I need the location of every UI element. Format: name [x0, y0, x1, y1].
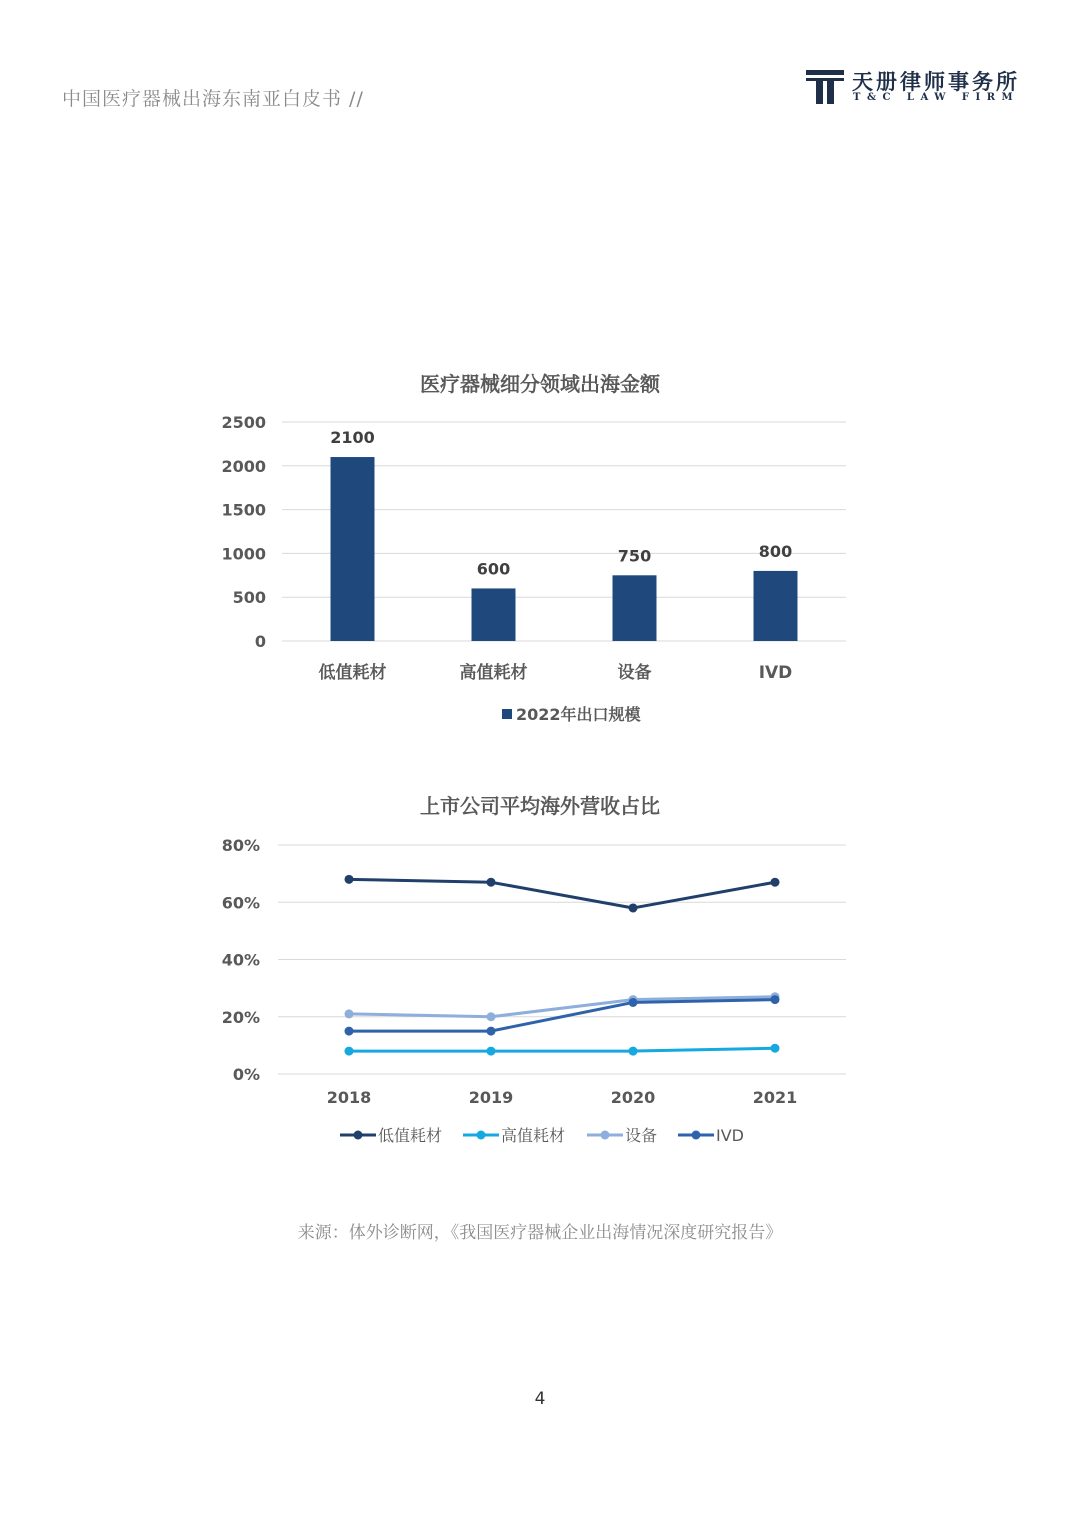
x-tick-label: 高值耗材	[459, 663, 528, 683]
legend-swatch	[502, 709, 512, 719]
data-point	[487, 1047, 496, 1056]
legend-marker	[354, 1131, 363, 1140]
y-tick-label: 80%	[221, 836, 260, 855]
legend-marker	[477, 1131, 486, 1140]
x-tick-label: 设备	[617, 663, 652, 683]
legend-marker	[692, 1131, 701, 1140]
chart-title: 上市公司平均海外营收占比	[420, 794, 660, 818]
data-point	[771, 1044, 780, 1053]
firm-logo-name: 天册律师事务所	[852, 69, 1020, 94]
legend-marker	[601, 1131, 610, 1140]
data-point	[345, 1027, 354, 1036]
y-tick-label: 1500	[221, 500, 266, 520]
x-tick-label: 2019	[468, 1088, 514, 1107]
data-label: 600	[476, 559, 511, 579]
bar	[754, 571, 798, 641]
data-point	[345, 1009, 354, 1018]
firm-logo-english: T&C LAW FIRM	[853, 92, 1020, 103]
y-tick-label: 60%	[221, 893, 260, 913]
bar	[331, 457, 375, 641]
y-tick-label: 1000	[221, 544, 266, 564]
legend-label: 设备	[625, 1126, 658, 1145]
y-tick-label: 40%	[221, 950, 260, 970]
x-tick-label: IVD	[758, 663, 793, 683]
legend-label: IVD	[716, 1126, 744, 1145]
data-point	[487, 1027, 496, 1036]
data-label: 800	[758, 541, 793, 561]
data-label: 750	[617, 546, 652, 566]
data-point	[629, 1047, 638, 1056]
series-line	[349, 879, 775, 908]
x-tick-label: 低值耗材	[318, 663, 387, 683]
bar-chart	[0, 350, 1080, 730]
y-tick-label: 500	[232, 588, 266, 608]
y-tick-label: 2000	[221, 456, 266, 476]
source-note: 来源：体外诊断网，《我国医疗器械企业出海情况深度研究报告》	[297, 1223, 783, 1243]
chart-title: 医疗器械细分领域出海金额	[420, 372, 660, 396]
data-point	[771, 995, 780, 1004]
document-header-title: 中国医疗器械出海东南亚白皮书 //	[62, 88, 364, 110]
line-chart	[0, 775, 1080, 1165]
bar	[613, 575, 657, 641]
y-tick-label: 20%	[221, 1007, 260, 1027]
y-tick-label: 0	[254, 632, 266, 651]
data-point	[345, 1047, 354, 1056]
data-label: 2100	[330, 428, 375, 448]
x-tick-label: 2018	[326, 1088, 372, 1107]
data-point	[629, 998, 638, 1007]
y-tick-label: 0%	[232, 1065, 260, 1084]
data-point	[345, 875, 354, 884]
firm-logo-icon	[806, 70, 844, 104]
x-tick-label: 2020	[610, 1088, 656, 1107]
data-point	[771, 878, 780, 887]
series-line	[349, 1048, 775, 1051]
legend-label: 低值耗材	[378, 1126, 443, 1145]
data-point	[487, 1012, 496, 1021]
page-number: 4	[534, 1389, 546, 1409]
legend-label: 高值耗材	[501, 1126, 566, 1145]
x-tick-label: 2021	[752, 1088, 798, 1107]
data-point	[629, 903, 638, 912]
data-point	[487, 878, 496, 887]
y-tick-label: 2500	[221, 413, 266, 432]
legend-label: 2022年出口规模	[516, 705, 641, 724]
bar	[472, 588, 516, 641]
